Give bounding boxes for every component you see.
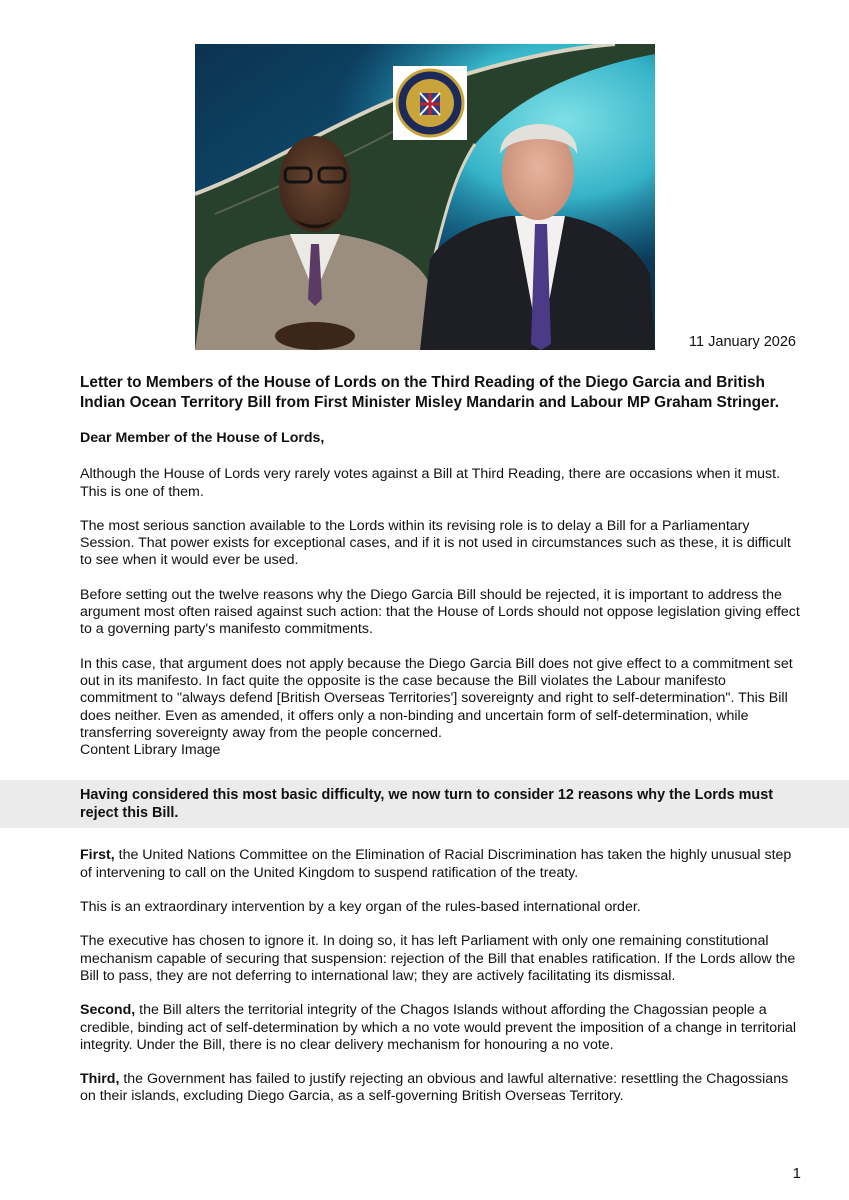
image-caption: Content Library Image	[80, 742, 221, 759]
reason-first	[80, 847, 800, 882]
header-photo-illustration	[195, 44, 655, 350]
reason-text: the Government has failed to justify rejecting an obvious and lawful alternative: resettling the Chagossians on their islands, excluding Diego Garcia, as a self-governing British Overseas Territory.	[80, 1071, 789, 1105]
paragraph: This is an extraordinary intervention by a key organ of the rules-based international order.	[80, 899, 641, 916]
reason-text: the Bill alters the territorial integrity of the Chagos Islands without affording the Chagossian people a credible, binding act of self-determination by which a no vote would prevent the imposition of a change in territorial integrity. Under the Bill, there is no clear delivery mechanism for honouring a no vote.	[80, 1002, 797, 1053]
reason-lead: Third,	[80, 1071, 120, 1088]
highlight-band: Having considered this most basic difficulty, we now turn to consider 12 reasons why the Lords must reject this Bill.	[0, 780, 849, 828]
paragraph: Although the House of Lords very rarely votes against a Bill at Third Reading, there are occasions when it must. This is one of them.	[80, 466, 781, 500]
letter-body	[80, 373, 800, 1123]
reason-third	[80, 1071, 800, 1106]
reason-second	[80, 1002, 800, 1054]
salutation: Dear Member of the House of Lords,	[80, 430, 325, 446]
reason-lead: First,	[80, 847, 115, 864]
letter-title: Letter to Members of the House of Lords on the Third Reading of the Diego Garcia and British Indian Ocean Territory Bill from First Minister Misley Mandarin and Labour MP Graham Stringer.	[80, 374, 779, 411]
government-seal-icon	[393, 66, 467, 140]
paragraph: In this case, that argument does not apply because the Diego Garcia Bill does not give effect to a commitment set out in its manifesto. In fact quite the opposite is the case because the Bill violates the Labour manifesto commitment to "always defend [British Overseas Territories'] sovereignty and right to self-determination". This Bill does neither. Even as amended, it offers only a non-binding and uncertain form of self-determination, while transferring sovereignty away from the people concerned.	[80, 655, 793, 741]
page-number: 1	[792, 1165, 801, 1182]
letter-date: 11 January 2026	[689, 334, 796, 350]
header-photo	[195, 44, 655, 350]
reason-lead: Second,	[80, 1002, 136, 1019]
paragraph: The executive has chosen to ignore it. In doing so, it has left Parliament with only one remaining constitutional mechanism capable of securing that suspension: rejection of the Bill that enables ratification. If the Lords allow the Bill to pass, they are not deferring to international law; they are actively facilitating its dismissal.	[80, 933, 796, 984]
paragraph: The most serious sanction available to the Lords within its revising role is to delay a Bill for a Parliamentary Session. That power exists for exceptional cases, and if it is not used in circumstances such as these, it is difficult to see when it would ever be used.	[80, 517, 791, 569]
paragraph: Before setting out the twelve reasons why the Diego Garcia Bill should be rejected, it is important to address the argument most often raised against such action: that the House of Lords should not oppose legislation giving effect to a governing party's manifesto commitments.	[80, 586, 800, 638]
reason-text: the United Nations Committee on the Elimination of Racial Discrimination has taken the highly unusual step of intervening to call on the United Kingdom to suspend ratification of the treaty.	[80, 847, 792, 881]
